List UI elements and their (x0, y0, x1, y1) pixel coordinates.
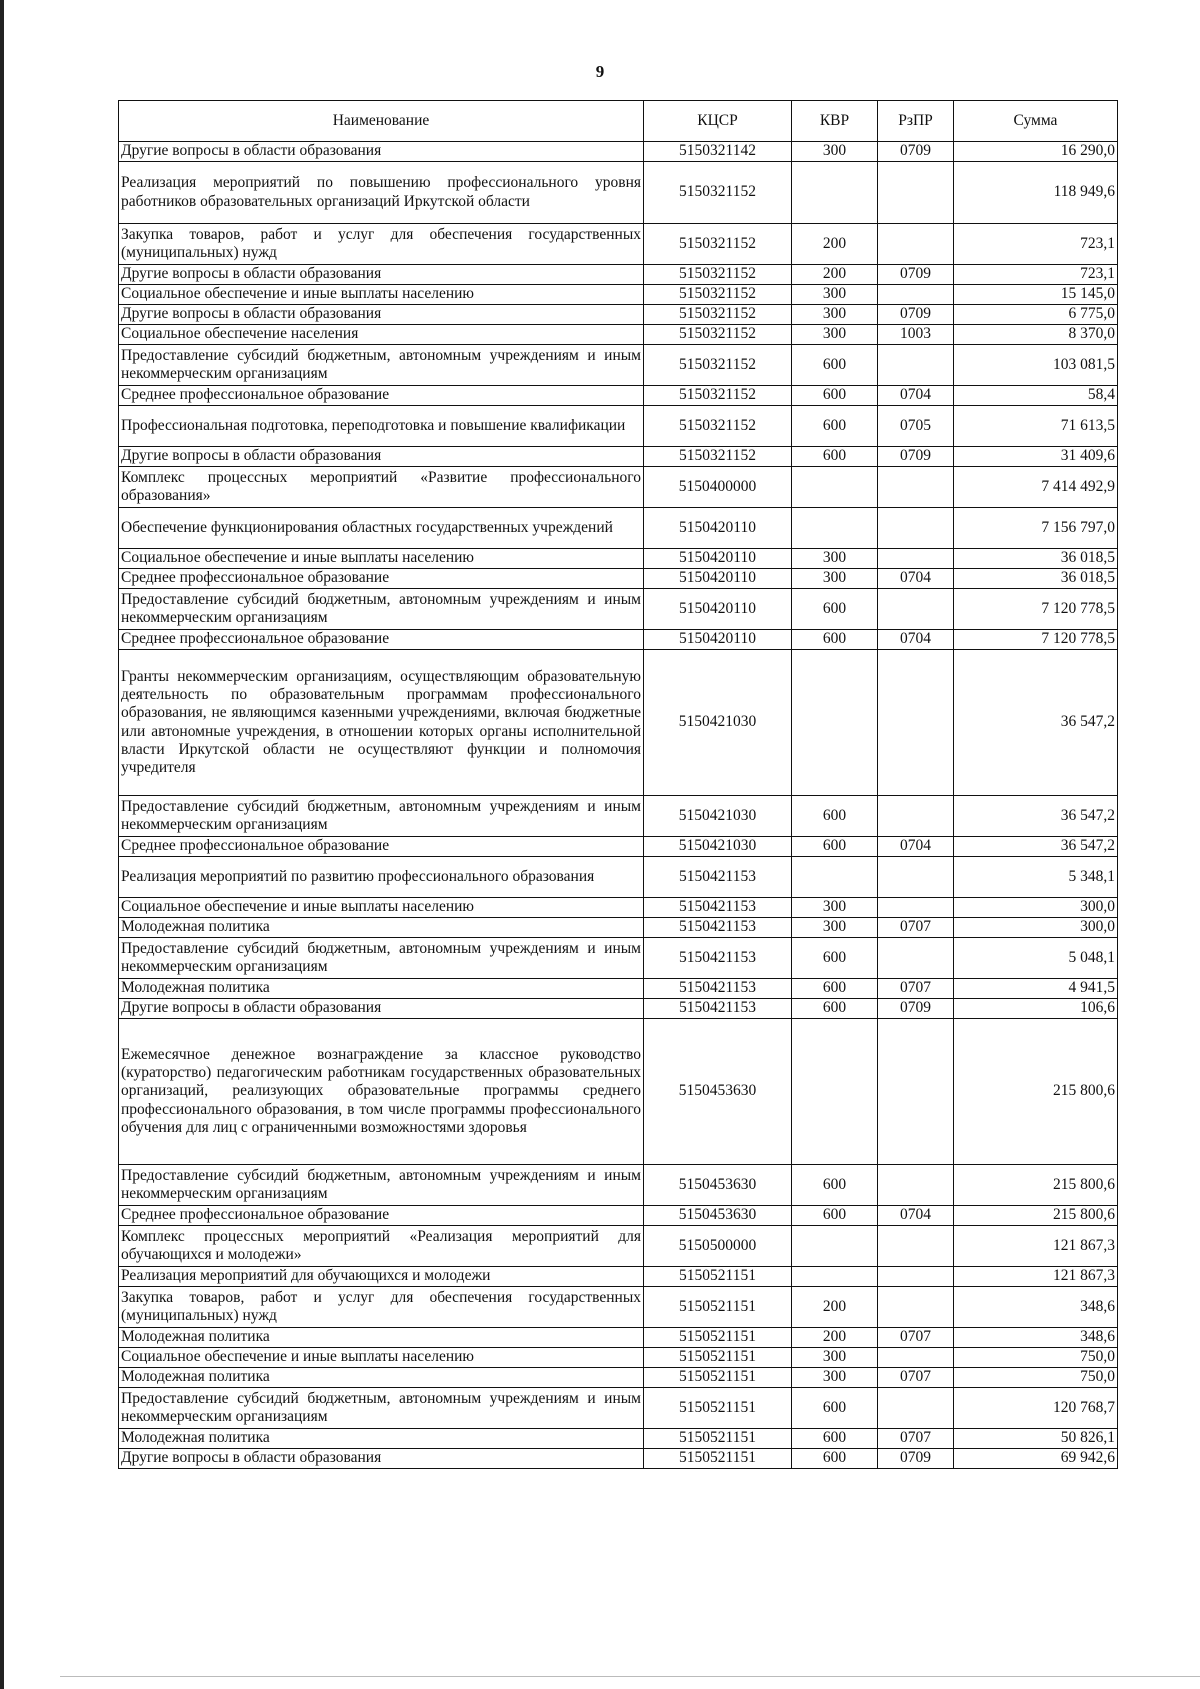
row-kvr-cell: 200 (792, 1328, 878, 1348)
row-name-cell: Другие вопросы в области образования (119, 305, 644, 325)
row-sum-cell: 120 768,7 (954, 1388, 1118, 1429)
row-sum-cell: 300,0 (954, 898, 1118, 918)
table-row (119, 265, 1118, 285)
row-sum-cell: 7 414 492,9 (954, 467, 1118, 508)
row-name-cell: Ежемесячное денежное вознаграждение за классное руководство (кураторство) педагогическим работникам государственных образовательных организаций, реализующих образовательные программы среднего профессионального образования, в том числе программы профессионального обучения для лиц с ограниченными возможностями здоровья (119, 1019, 644, 1165)
row-name-cell: Среднее профессиональное образование (119, 630, 644, 650)
table-header-row (119, 101, 1118, 142)
table-row (119, 589, 1118, 630)
table-row (119, 1206, 1118, 1226)
row-kvr-cell: 600 (792, 999, 878, 1019)
row-kvr-cell: 600 (792, 1165, 878, 1206)
row-kcsr-cell: 5150453630 (644, 1165, 792, 1206)
row-rzpr-cell (878, 796, 954, 837)
row-kvr-cell: 600 (792, 345, 878, 386)
row-rzpr-cell: 0709 (878, 305, 954, 325)
row-kcsr-cell: 5150321152 (644, 345, 792, 386)
table-row (119, 285, 1118, 305)
row-rzpr-cell (878, 1348, 954, 1368)
row-name-cell: Предоставление субсидий бюджетным, автономным учреждениям и иным некоммерческим организациям (119, 1388, 644, 1429)
row-kcsr-cell: 5150521151 (644, 1287, 792, 1328)
table-row (119, 999, 1118, 1019)
row-kvr-cell (792, 467, 878, 508)
row-sum-cell: 5 348,1 (954, 857, 1118, 898)
row-kcsr-cell: 5150321152 (644, 305, 792, 325)
table-row (119, 837, 1118, 857)
row-kcsr-cell: 5150321152 (644, 325, 792, 345)
table-row (119, 630, 1118, 650)
row-sum-cell: 5 048,1 (954, 938, 1118, 979)
table-row (119, 549, 1118, 569)
row-kvr-cell: 600 (792, 938, 878, 979)
row-name-cell: Реализация мероприятий по развитию профессионального образования (119, 857, 644, 898)
row-sum-cell: 106,6 (954, 999, 1118, 1019)
row-rzpr-cell: 0707 (878, 918, 954, 938)
table-row (119, 1429, 1118, 1449)
row-kcsr-cell: 5150321152 (644, 447, 792, 467)
row-sum-cell: 118 949,6 (954, 162, 1118, 224)
row-kvr-cell: 600 (792, 1388, 878, 1429)
row-rzpr-cell (878, 162, 954, 224)
row-kvr-cell (792, 857, 878, 898)
row-kcsr-cell: 5150321152 (644, 406, 792, 447)
row-sum-cell: 723,1 (954, 265, 1118, 285)
row-rzpr-cell: 0704 (878, 837, 954, 857)
table-row (119, 386, 1118, 406)
row-sum-cell: 58,4 (954, 386, 1118, 406)
row-rzpr-cell (878, 898, 954, 918)
row-sum-cell: 750,0 (954, 1368, 1118, 1388)
table-row (119, 857, 1118, 898)
header-rzpr: РзПР (878, 101, 954, 142)
row-rzpr-cell (878, 1226, 954, 1267)
row-sum-cell: 4 941,5 (954, 979, 1118, 999)
table-row (119, 305, 1118, 325)
table-row (119, 1388, 1118, 1429)
row-name-cell: Предоставление субсидий бюджетным, автономным учреждениям и иным некоммерческим организациям (119, 589, 644, 630)
row-rzpr-cell (878, 467, 954, 508)
row-sum-cell: 348,6 (954, 1328, 1118, 1348)
row-name-cell: Реализация мероприятий для обучающихся и молодежи (119, 1267, 644, 1287)
row-name-cell: Социальное обеспечение населения (119, 325, 644, 345)
row-sum-cell: 215 800,6 (954, 1206, 1118, 1226)
table-row (119, 447, 1118, 467)
row-rzpr-cell: 0704 (878, 1206, 954, 1226)
row-kvr-cell: 600 (792, 589, 878, 630)
row-rzpr-cell (878, 857, 954, 898)
row-rzpr-cell (878, 1165, 954, 1206)
row-kvr-cell: 600 (792, 630, 878, 650)
header-kvr: КВР (792, 101, 878, 142)
row-rzpr-cell (878, 345, 954, 386)
row-kvr-cell: 600 (792, 406, 878, 447)
row-name-cell: Социальное обеспечение и иные выплаты населению (119, 285, 644, 305)
row-kvr-cell: 200 (792, 224, 878, 265)
row-kvr-cell: 200 (792, 265, 878, 285)
row-rzpr-cell (878, 1287, 954, 1328)
row-name-cell: Предоставление субсидий бюджетным, автономным учреждениям и иным некоммерческим организациям (119, 345, 644, 386)
row-kcsr-cell: 5150521151 (644, 1429, 792, 1449)
row-sum-cell: 69 942,6 (954, 1449, 1118, 1469)
row-name-cell: Предоставление субсидий бюджетным, автономным учреждениям и иным некоммерческим организациям (119, 796, 644, 837)
table-row (119, 569, 1118, 589)
row-kcsr-cell: 5150421153 (644, 999, 792, 1019)
table-row (119, 1449, 1118, 1469)
row-sum-cell: 31 409,6 (954, 447, 1118, 467)
row-rzpr-cell (878, 1388, 954, 1429)
row-rzpr-cell: 0704 (878, 569, 954, 589)
row-name-cell: Молодежная политика (119, 1429, 644, 1449)
row-sum-cell: 121 867,3 (954, 1226, 1118, 1267)
row-kcsr-cell: 5150521151 (644, 1368, 792, 1388)
row-kcsr-cell: 5150420110 (644, 508, 792, 549)
row-kcsr-cell: 5150421153 (644, 938, 792, 979)
row-rzpr-cell: 0707 (878, 1328, 954, 1348)
row-rzpr-cell: 0709 (878, 142, 954, 162)
row-name-cell: Профессиональная подготовка, переподготовка и повышение квалификации (119, 406, 644, 447)
row-sum-cell: 348,6 (954, 1287, 1118, 1328)
table-row (119, 1165, 1118, 1206)
header-kcsr: КЦСР (644, 101, 792, 142)
row-rzpr-cell (878, 1267, 954, 1287)
row-name-cell: Другие вопросы в области образования (119, 265, 644, 285)
table-row (119, 918, 1118, 938)
row-name-cell: Гранты некоммерческим организациям, осуществляющим образовательную деятельность по образовательным программам профессионального образования, не являющимся казенными учреждениями, включая бюджетные или автономные учреждения, в отношении которых органы исполнительной власти Иркутской области не осуществляют функции и полномочия учредителя (119, 650, 644, 796)
row-rzpr-cell: 0704 (878, 386, 954, 406)
row-kcsr-cell: 5150521151 (644, 1388, 792, 1429)
row-name-cell: Закупка товаров, работ и услуг для обеспечения государственных (муниципальных) нужд (119, 224, 644, 265)
row-name-cell: Молодежная политика (119, 1328, 644, 1348)
row-kvr-cell: 600 (792, 1429, 878, 1449)
row-name-cell: Молодежная политика (119, 1368, 644, 1388)
row-kcsr-cell: 5150521151 (644, 1267, 792, 1287)
row-kcsr-cell: 5150453630 (644, 1019, 792, 1165)
table-row (119, 796, 1118, 837)
row-kvr-cell: 300 (792, 1368, 878, 1388)
row-name-cell: Реализация мероприятий по повышению профессионального уровня работников образовательных организаций Иркутской области (119, 162, 644, 224)
table-row (119, 938, 1118, 979)
budget-table (118, 100, 1118, 1469)
row-rzpr-cell: 0707 (878, 979, 954, 999)
row-kvr-cell: 300 (792, 898, 878, 918)
row-sum-cell: 36 547,2 (954, 837, 1118, 857)
row-kvr-cell: 300 (792, 325, 878, 345)
table-row (119, 467, 1118, 508)
row-rzpr-cell: 0709 (878, 999, 954, 1019)
row-kvr-cell: 300 (792, 285, 878, 305)
row-name-cell: Предоставление субсидий бюджетным, автономным учреждениям и иным некоммерческим организациям (119, 938, 644, 979)
table-row (119, 1348, 1118, 1368)
row-rzpr-cell: 0705 (878, 406, 954, 447)
row-sum-cell: 16 290,0 (954, 142, 1118, 162)
row-sum-cell: 36 018,5 (954, 569, 1118, 589)
row-sum-cell: 103 081,5 (954, 345, 1118, 386)
row-rzpr-cell (878, 1019, 954, 1165)
row-rzpr-cell: 0707 (878, 1429, 954, 1449)
row-sum-cell: 71 613,5 (954, 406, 1118, 447)
row-sum-cell: 723,1 (954, 224, 1118, 265)
row-sum-cell: 7 120 778,5 (954, 589, 1118, 630)
row-kcsr-cell: 5150521151 (644, 1348, 792, 1368)
row-sum-cell: 15 145,0 (954, 285, 1118, 305)
row-name-cell: Комплекс процессных мероприятий «Реализация мероприятий для обучающихся и молодежи» (119, 1226, 644, 1267)
row-kvr-cell: 600 (792, 386, 878, 406)
row-kcsr-cell: 5150421153 (644, 857, 792, 898)
row-kvr-cell (792, 162, 878, 224)
row-kvr-cell: 300 (792, 918, 878, 938)
table-row (119, 1019, 1118, 1165)
row-rzpr-cell (878, 224, 954, 265)
row-kcsr-cell: 5150321152 (644, 285, 792, 305)
row-name-cell: Комплекс процессных мероприятий «Развитие профессионального образования» (119, 467, 644, 508)
table-row (119, 979, 1118, 999)
row-kcsr-cell: 5150321152 (644, 224, 792, 265)
table-row (119, 325, 1118, 345)
row-kcsr-cell: 5150421030 (644, 796, 792, 837)
row-sum-cell: 50 826,1 (954, 1429, 1118, 1449)
row-kcsr-cell: 5150321142 (644, 142, 792, 162)
row-kvr-cell (792, 1019, 878, 1165)
row-name-cell: Социальное обеспечение и иные выплаты населению (119, 1348, 644, 1368)
row-kcsr-cell: 5150421030 (644, 837, 792, 857)
row-name-cell: Другие вопросы в области образования (119, 142, 644, 162)
row-name-cell: Среднее профессиональное образование (119, 569, 644, 589)
row-name-cell: Среднее профессиональное образование (119, 386, 644, 406)
table-row (119, 1368, 1118, 1388)
row-kvr-cell: 600 (792, 796, 878, 837)
row-kvr-cell (792, 508, 878, 549)
row-sum-cell: 36 547,2 (954, 796, 1118, 837)
row-kvr-cell: 300 (792, 1348, 878, 1368)
table-row (119, 1287, 1118, 1328)
row-sum-cell: 8 370,0 (954, 325, 1118, 345)
row-rzpr-cell (878, 650, 954, 796)
row-rzpr-cell: 0709 (878, 265, 954, 285)
row-name-cell: Предоставление субсидий бюджетным, автономным учреждениям и иным некоммерческим организациям (119, 1165, 644, 1206)
row-kcsr-cell: 5150400000 (644, 467, 792, 508)
row-name-cell: Молодежная политика (119, 979, 644, 999)
scan-left-edge (0, 0, 4, 1689)
row-rzpr-cell (878, 589, 954, 630)
row-kcsr-cell: 5150321152 (644, 386, 792, 406)
row-rzpr-cell (878, 508, 954, 549)
row-kvr-cell: 300 (792, 142, 878, 162)
row-kvr-cell: 300 (792, 569, 878, 589)
row-kcsr-cell: 5150321152 (644, 162, 792, 224)
row-rzpr-cell: 0704 (878, 630, 954, 650)
row-kvr-cell: 200 (792, 1287, 878, 1328)
row-name-cell: Закупка товаров, работ и услуг для обеспечения государственных (муниципальных) нужд (119, 1287, 644, 1328)
row-rzpr-cell (878, 938, 954, 979)
row-kvr-cell (792, 1267, 878, 1287)
row-kvr-cell: 600 (792, 447, 878, 467)
row-kvr-cell: 300 (792, 549, 878, 569)
table-row (119, 345, 1118, 386)
row-name-cell: Среднее профессиональное образование (119, 837, 644, 857)
row-kcsr-cell: 5150420110 (644, 589, 792, 630)
row-rzpr-cell (878, 549, 954, 569)
row-kvr-cell: 300 (792, 305, 878, 325)
row-rzpr-cell: 0707 (878, 1368, 954, 1388)
row-kvr-cell (792, 650, 878, 796)
table-row (119, 406, 1118, 447)
header-name: Наименование (119, 101, 644, 142)
row-kcsr-cell: 5150421030 (644, 650, 792, 796)
table-row (119, 508, 1118, 549)
row-kcsr-cell: 5150453630 (644, 1206, 792, 1226)
row-name-cell: Среднее профессиональное образование (119, 1206, 644, 1226)
row-kvr-cell: 600 (792, 979, 878, 999)
row-kcsr-cell: 5150500000 (644, 1226, 792, 1267)
table-row (119, 224, 1118, 265)
row-kvr-cell: 600 (792, 837, 878, 857)
row-kcsr-cell: 5150421153 (644, 898, 792, 918)
row-name-cell: Молодежная политика (119, 918, 644, 938)
row-name-cell: Другие вопросы в области образования (119, 1449, 644, 1469)
header-sum: Сумма (954, 101, 1118, 142)
table-row (119, 650, 1118, 796)
row-sum-cell: 300,0 (954, 918, 1118, 938)
row-kvr-cell (792, 1226, 878, 1267)
row-sum-cell: 121 867,3 (954, 1267, 1118, 1287)
row-name-cell: Другие вопросы в области образования (119, 447, 644, 467)
row-kvr-cell: 600 (792, 1449, 878, 1469)
row-name-cell: Обеспечение функционирования областных государственных учреждений (119, 508, 644, 549)
row-rzpr-cell: 1003 (878, 325, 954, 345)
row-name-cell: Другие вопросы в области образования (119, 999, 644, 1019)
row-rzpr-cell (878, 285, 954, 305)
row-kcsr-cell: 5150421153 (644, 979, 792, 999)
row-sum-cell: 750,0 (954, 1348, 1118, 1368)
row-sum-cell: 215 800,6 (954, 1019, 1118, 1165)
page-number: 9 (595, 62, 605, 81)
row-kcsr-cell: 5150421153 (644, 918, 792, 938)
row-sum-cell: 36 547,2 (954, 650, 1118, 796)
row-kcsr-cell: 5150321152 (644, 265, 792, 285)
row-kcsr-cell: 5150420110 (644, 549, 792, 569)
row-sum-cell: 215 800,6 (954, 1165, 1118, 1206)
row-sum-cell: 36 018,5 (954, 549, 1118, 569)
table-row (119, 142, 1118, 162)
row-name-cell: Социальное обеспечение и иные выплаты населению (119, 898, 644, 918)
table-row (119, 162, 1118, 224)
row-sum-cell: 7 156 797,0 (954, 508, 1118, 549)
row-sum-cell: 7 120 778,5 (954, 630, 1118, 650)
bottom-divider (60, 1676, 1200, 1677)
table-row (119, 898, 1118, 918)
table-row (119, 1328, 1118, 1348)
row-kcsr-cell: 5150521151 (644, 1449, 792, 1469)
table-row (119, 1267, 1118, 1287)
row-name-cell: Социальное обеспечение и иные выплаты населению (119, 549, 644, 569)
row-kvr-cell: 600 (792, 1206, 878, 1226)
row-rzpr-cell: 0709 (878, 1449, 954, 1469)
row-kcsr-cell: 5150521151 (644, 1328, 792, 1348)
row-rzpr-cell: 0709 (878, 447, 954, 467)
row-sum-cell: 6 775,0 (954, 305, 1118, 325)
row-kcsr-cell: 5150420110 (644, 630, 792, 650)
table-row (119, 1226, 1118, 1267)
row-kcsr-cell: 5150420110 (644, 569, 792, 589)
